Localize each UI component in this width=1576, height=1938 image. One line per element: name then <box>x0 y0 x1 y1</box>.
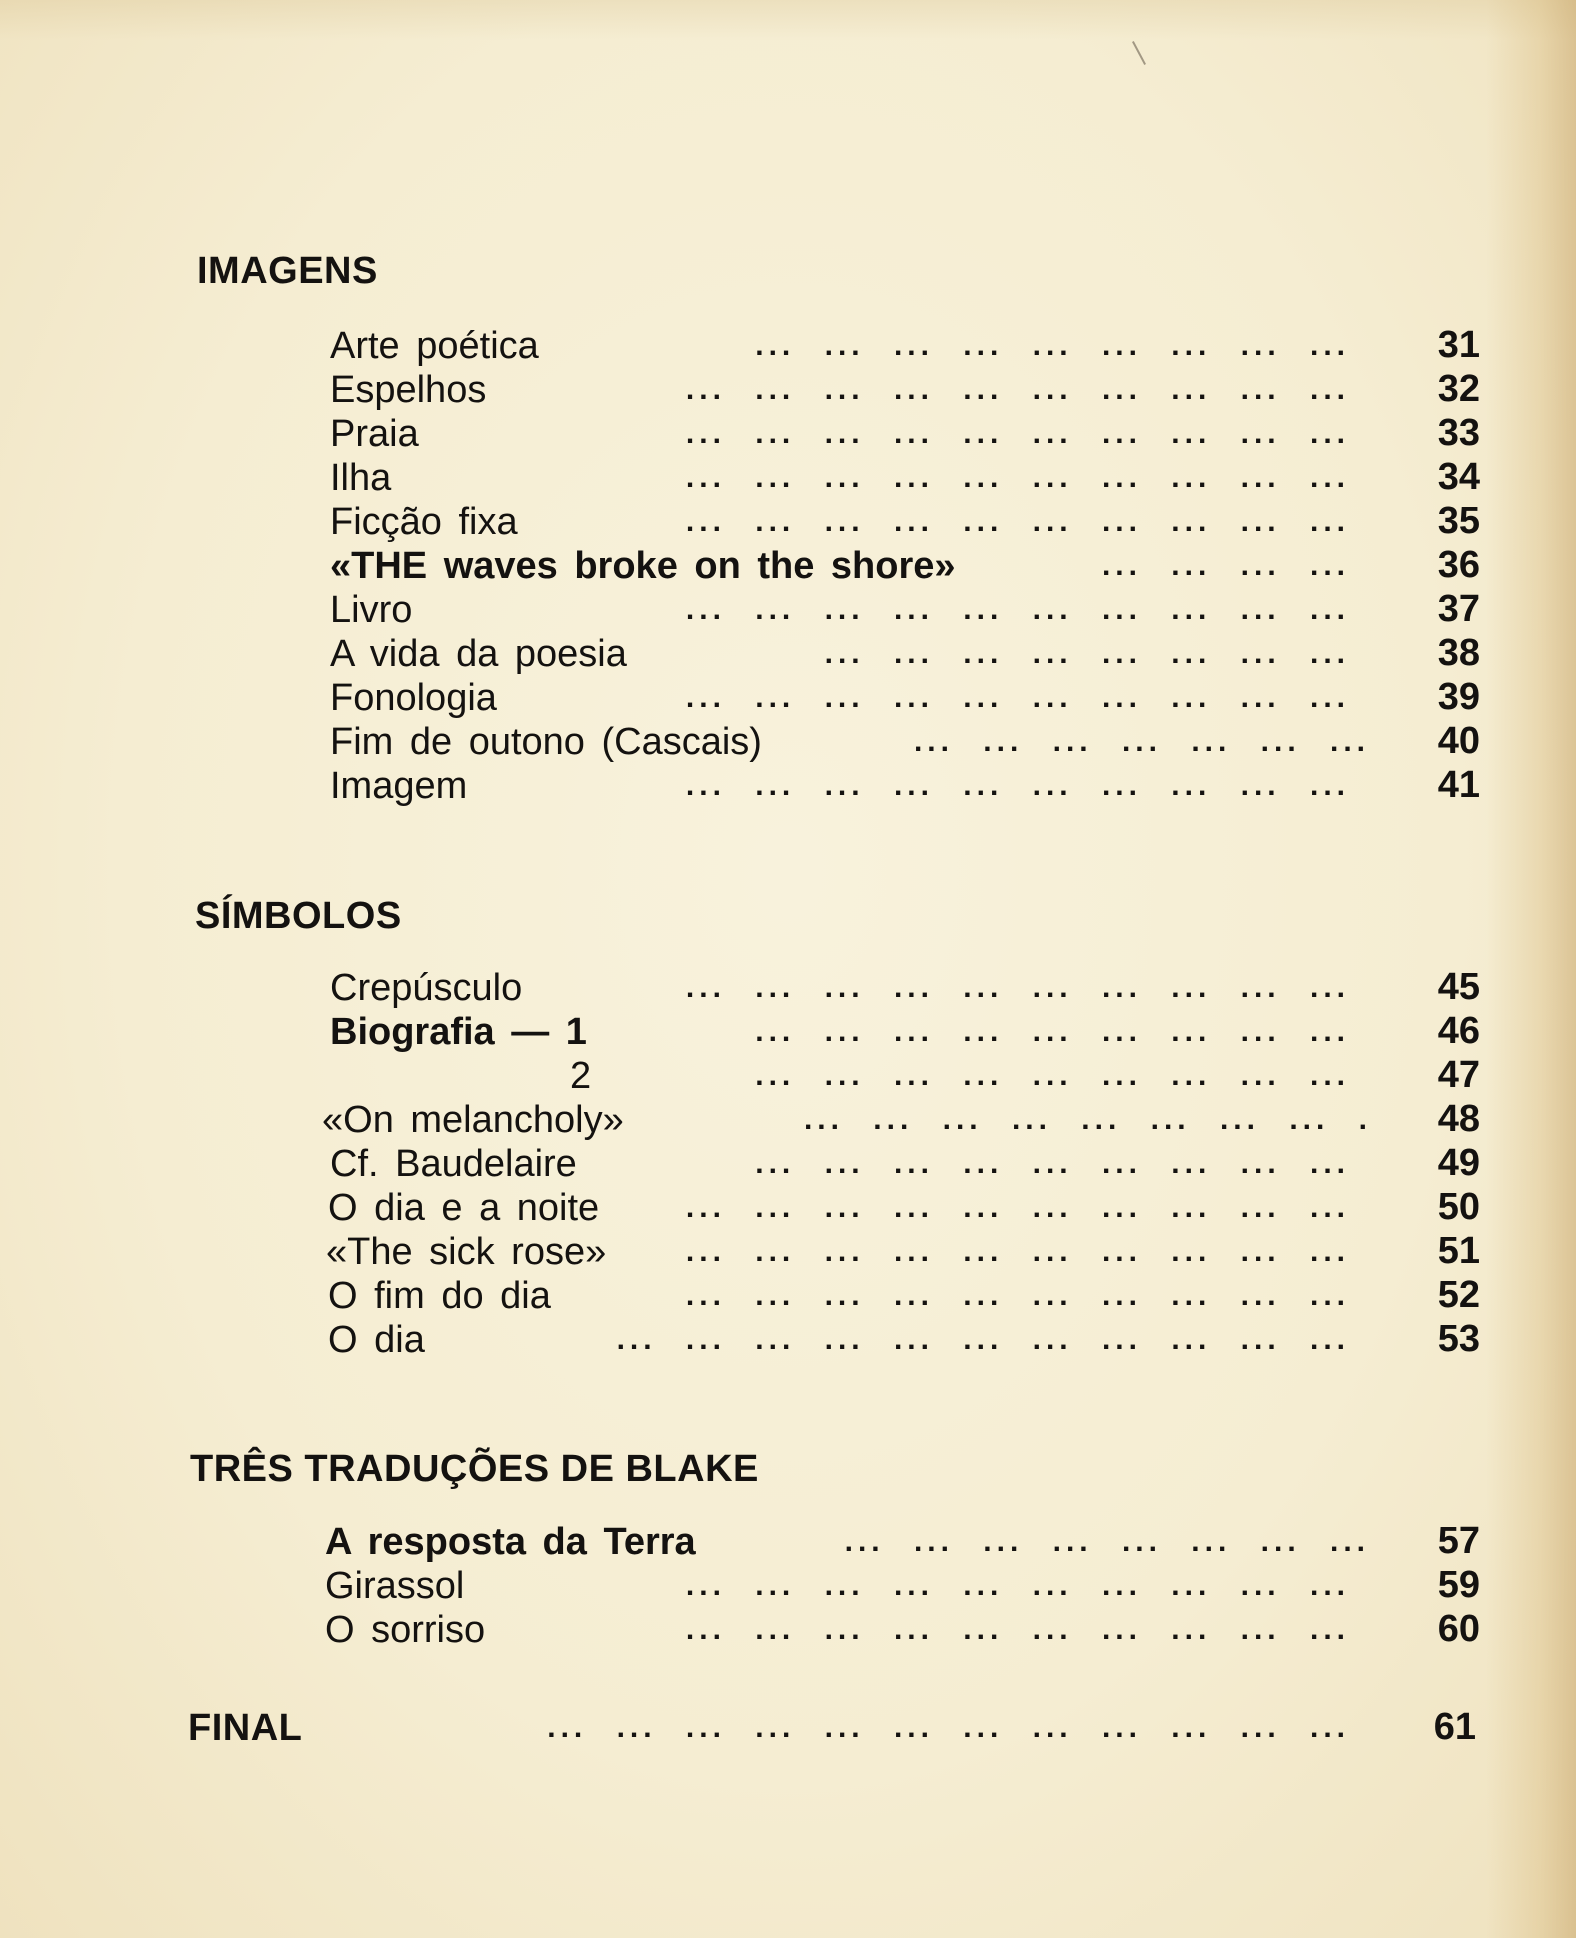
toc-entry-dots: ... ... ... ... ... ... ... ... . <box>803 1103 1372 1136</box>
toc-entry[interactable] <box>330 456 1350 500</box>
toc-entry-page: 47 <box>1437 1054 1480 1096</box>
toc-entry[interactable] <box>330 588 1350 632</box>
toc-entry-dots: ... ... ... ... ... ... ... ... ... ... <box>685 505 1350 538</box>
toc-entry-title: A resposta da Terra <box>325 1521 696 1563</box>
toc-entry-dots: ... ... ... ... ... ... ... ... ... ... <box>685 373 1350 406</box>
paper-scratch-mark <box>1132 41 1146 65</box>
toc-entry-title: Cf. Baudelaire <box>330 1143 577 1185</box>
toc-entry-page: 31 <box>1437 324 1480 366</box>
toc-entry-title: Biografia — 1 <box>330 1011 587 1053</box>
toc-entry[interactable] <box>330 1142 1350 1186</box>
toc-entry[interactable] <box>330 632 1350 676</box>
toc-entry-dots: ... ... ... ... ... ... ... ... ... ... <box>685 1279 1350 1312</box>
toc-entry-dots: ... ... ... ... ... ... ... ... ... <box>755 1015 1350 1048</box>
toc-entry-dots: ... ... ... ... ... ... ... ... ... ... ... ... <box>547 1711 1350 1744</box>
toc-entry-dots: ... ... ... ... ... ... ... ... <box>824 637 1350 670</box>
toc-entry[interactable] <box>330 324 1350 368</box>
toc-entry-title: O dia <box>328 1319 425 1361</box>
toc-entry-page: 50 <box>1437 1186 1480 1228</box>
section-heading-imagens: IMAGENS <box>197 250 378 292</box>
toc-entry-title: Girassol <box>325 1565 465 1607</box>
toc-entry-title: Espelhos <box>330 369 487 411</box>
toc-entry-dots: ... ... ... ... ... ... ... ... ... ... <box>685 1613 1350 1646</box>
toc-entry-title: FINAL <box>188 1707 303 1749</box>
toc-entry[interactable] <box>326 1230 1350 1274</box>
toc-entry-page: 41 <box>1437 764 1480 806</box>
toc-entry-page: 57 <box>1437 1520 1480 1562</box>
toc-entry-title: Fonologia <box>330 677 497 719</box>
toc-entry[interactable] <box>325 1520 1370 1564</box>
toc-entry[interactable] <box>328 1318 1350 1362</box>
toc-entry-page: 52 <box>1437 1274 1480 1316</box>
toc-entry-page: 32 <box>1437 368 1480 410</box>
section-heading-simbolos: SÍMBOLOS <box>195 895 402 937</box>
toc-entry-title: Ilha <box>330 457 392 499</box>
toc-entry-dots: ... ... ... ... ... ... ... ... <box>844 1525 1370 1558</box>
toc-entry-dots: ... ... ... ... ... ... ... ... ... ... <box>685 461 1350 494</box>
toc-entry-page: 38 <box>1437 632 1480 674</box>
toc-entry[interactable] <box>330 720 1370 764</box>
toc-entry[interactable] <box>330 1054 1350 1098</box>
toc-entry-dots: ... ... ... ... ... ... ... ... ... <box>755 1059 1350 1092</box>
toc-entry-dots: ... ... ... ... ... ... ... ... ... ... ... <box>616 1323 1350 1356</box>
toc-entry-dots: ... ... ... ... ... ... ... ... ... <box>755 329 1350 362</box>
paper-edge-top <box>0 0 1576 40</box>
toc-entry[interactable] <box>325 1564 1350 1608</box>
toc-entry-dots: ... ... ... ... ... ... ... ... ... ... <box>685 1235 1350 1268</box>
toc-entry-page: 36 <box>1437 544 1480 586</box>
section-heading-tres-traducoes-de-blake: TRÊS TRADUÇÕES DE BLAKE <box>190 1448 759 1490</box>
toc-entry-dots: ... ... ... ... ... ... ... ... ... ... <box>685 769 1350 802</box>
toc-entry-page: 39 <box>1437 676 1480 718</box>
toc-entry[interactable] <box>330 412 1350 456</box>
toc-entry-page: 40 <box>1437 720 1480 762</box>
toc-entry-page: 51 <box>1437 1230 1480 1272</box>
toc-entry-title: O fim do dia <box>328 1275 551 1317</box>
toc-entry-title: A vida da poesia <box>330 633 627 675</box>
toc-entry[interactable] <box>330 1010 1350 1054</box>
toc-entry[interactable] <box>322 1098 1372 1142</box>
toc-entry-page: 60 <box>1437 1608 1480 1650</box>
toc-entry-page: 61 <box>1433 1706 1476 1748</box>
toc-entry[interactable] <box>330 500 1350 544</box>
toc-entry-title: «THE waves broke on the shore» <box>330 545 956 587</box>
toc-entry-page: 46 <box>1437 1010 1480 1052</box>
toc-entry-page: 35 <box>1437 500 1480 542</box>
toc-entry-page: 48 <box>1437 1098 1480 1140</box>
toc-entry-title: «On melancholy» <box>322 1099 624 1141</box>
toc-entry-title: Imagem <box>330 765 468 807</box>
toc-entry-title: Arte poética <box>330 325 539 367</box>
toc-entry[interactable] <box>330 676 1350 720</box>
toc-entry-page: 49 <box>1437 1142 1480 1184</box>
toc-entry[interactable] <box>330 764 1350 808</box>
toc-entry-dots: ... ... ... ... ... ... ... ... ... ... <box>685 417 1350 450</box>
toc-entry-dots: ... ... ... ... <box>1101 549 1350 582</box>
toc-entry-title: O dia e a noite <box>328 1187 600 1229</box>
toc-entry-title: Fim de outono (Cascais) <box>330 721 762 763</box>
toc-entry[interactable] <box>328 1186 1350 1230</box>
toc-entry-title: Crepúsculo <box>330 967 523 1009</box>
toc-entry-title: Livro <box>330 589 413 631</box>
toc-entry-page: 33 <box>1437 412 1480 454</box>
toc-entry-page: 59 <box>1437 1564 1480 1606</box>
toc-entry-page: 53 <box>1437 1318 1480 1360</box>
toc-entry[interactable] <box>330 368 1350 412</box>
toc-entry-page: 34 <box>1437 456 1480 498</box>
toc-entry-dots: ... ... ... ... ... ... ... <box>913 725 1370 758</box>
toc-entry-title: 2 <box>570 1055 592 1097</box>
toc-entry-title: Ficção fixa <box>330 501 518 543</box>
toc-entry[interactable] <box>325 1608 1350 1652</box>
toc-entry-dots: ... ... ... ... ... ... ... ... ... ... <box>685 1191 1350 1224</box>
toc-entry-dots: ... ... ... ... ... ... ... ... ... ... <box>685 971 1350 1004</box>
toc-entry[interactable] <box>328 1274 1350 1318</box>
toc-entry-title: Praia <box>330 413 419 455</box>
toc-entry[interactable] <box>330 966 1350 1010</box>
toc-entry-dots: ... ... ... ... ... ... ... ... ... ... <box>685 1569 1350 1602</box>
toc-entry-page: 37 <box>1437 588 1480 630</box>
toc-entry-dots: ... ... ... ... ... ... ... ... ... ... <box>685 681 1350 714</box>
toc-entry[interactable] <box>330 544 1350 588</box>
toc-entry-dots: ... ... ... ... ... ... ... ... ... <box>755 1147 1350 1180</box>
toc-entry-title: O sorriso <box>325 1609 486 1651</box>
toc-entry-title: «The sick rose» <box>326 1231 607 1273</box>
toc-entry-final[interactable] <box>188 1706 1350 1750</box>
toc-entry-dots: ... ... ... ... ... ... ... ... ... ... <box>685 593 1350 626</box>
toc-entry-page: 45 <box>1437 966 1480 1008</box>
paper-edge-right <box>1486 0 1576 1938</box>
